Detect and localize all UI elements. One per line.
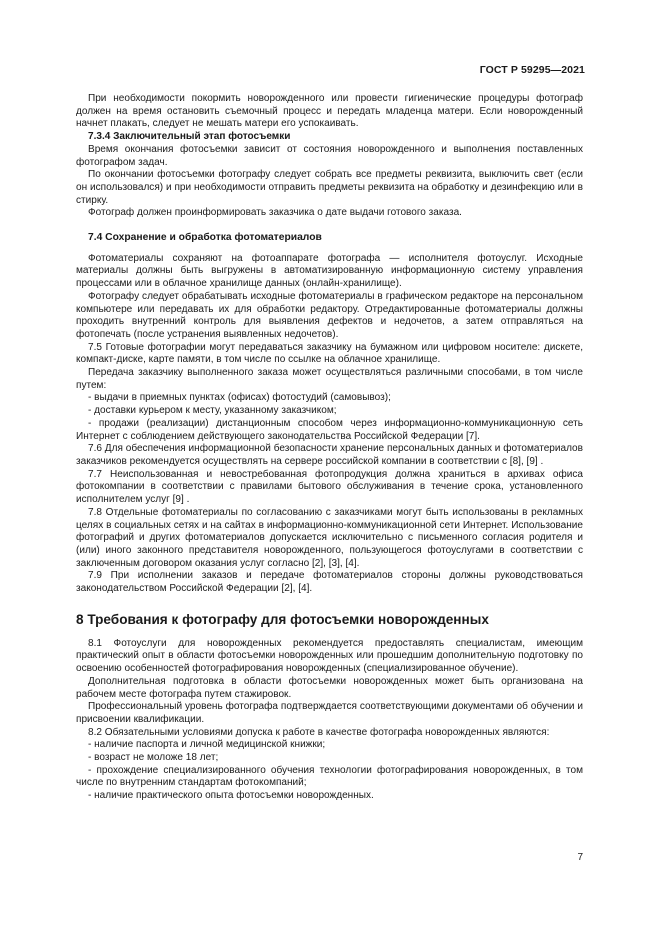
paragraph: По окончании фотосъемки фотографу следует собрать все предметы реквизита, выключить свет (если он использовался) и при необходимости отправить предметы реквизита на обработку и дезинфекцию или в стирку. — [76, 169, 583, 206]
list-item: - возраст не моложе 18 лет; — [88, 752, 219, 764]
paragraph: Профессиональный уровень фотографа подтверждается соответствующими документами об обучении и присвоении квалификации. — [76, 701, 583, 725]
paragraph: 7.8 Отдельные фотоматериалы по согласованию с заказчиками могут быть использованы в рекламных целях в социальных сетях и на сайтах в информационно-коммуникационной сети Интернет. Использование фотографий и других фотоматериалов допускается исключительно с письменного согласия родителя и (или) иного законного представителя новорожденного, пользующегося фотоуслугами в соответствии с заключенным договором оказания услуг согласно [2], [3], [4]. — [76, 506, 583, 569]
paragraph: Передача заказчику выполненного заказа может осуществляться различными способами, в том числе путем: — [76, 367, 583, 391]
standard-number: ГОСТ Р 59295—2021 — [479, 64, 585, 76]
paragraph: Время окончания фотосъемки зависит от состояния новорожденного и выполнения поставленных фотографом задач. — [76, 143, 583, 168]
subsection-heading: 7.3.4 Заключительный этап фотосъемки — [88, 131, 291, 143]
paragraph: Дополнительная подготовка в области фотосъемки новорожденных может быть организована на рабочем месте фотографа путем стажировок. — [76, 675, 583, 700]
page-number: 7 — [577, 852, 583, 863]
paragraph: При необходимости покормить новорожденного или провести гигиенические процедуры фотограф должен на время остановить съемочный процесс и передать младенца матери. Если новорожденный начнет плакать, следует не мешать матери его успокаивать. — [76, 93, 583, 130]
paragraph: Фотоматериалы сохраняют на фотоаппарате фотографа — исполнителя фотоуслуг. Исходные материалы должны быть выгружены в автоматизированную информационную систему управления процессами или в облачное хранилище данных (онлайн-хранилище). — [76, 252, 583, 290]
list-item: - доставки курьером к месту, указанному заказчиком; — [88, 405, 337, 417]
list-item: - наличие практического опыта фотосъемки новорожденных. — [88, 790, 374, 802]
paragraph: 8.2 Обязательными условиями допуска к работе в качестве фотографа новорожденных являются: — [88, 726, 550, 738]
list-item: - продажи (реализации) дистанционным способом через информационно-коммуникационную сеть Интернет с соблюдением действующего законодательства Российской Федерации [7]. — [76, 417, 583, 442]
paragraph: Фотографу следует обрабатывать исходные фотоматериалы в графическом редакторе на персональном компьютере или передавать их для обработки редактору. Отредактированные фотоматериалы должны проходить внутренний контроль для выявления дефектов и недочетов, а затем отправляться на фотопечать (после устранения выявленных недочетов). — [76, 290, 583, 340]
list-item: - наличие паспорта и личной медицинской книжки; — [88, 739, 326, 751]
list-item: - выдачи в приемных пунктах (офисах) фотостудий (самовывоз); — [88, 392, 391, 404]
paragraph: 7.5 Готовые фотографии могут передаваться заказчику на бумажном или цифровом носителе: дискете, компакт-диске, карте памяти, в том числе по ссылке на облачное хранилище. — [76, 341, 583, 366]
list-item: - прохождение специализированного обучения технологии фотографирования новорожденных, в том числе по внутренним стандартам фотокомпаний; — [76, 764, 583, 789]
paragraph: 7.6 Для обеспечения информационной безопасности хранение персональных данных и фотоматериалов заказчиков рекомендуется осуществлять на сервере российской компании в соответствии с [8], [9] . — [76, 443, 583, 467]
paragraph: 7.7 Неиспользованная и невостребованная фотопродукция должна храниться в архивах офиса фотокомпании в соответствии с правилами бытового обслуживания в течение срока, установленного исполнителем услуг [9] . — [76, 468, 583, 506]
chapter-heading: 8 Требования к фотографу для фотосъемки новорожденных — [76, 611, 489, 627]
paragraph: 8.1 Фотоуслуги для новорожденных рекомендуется предоставлять специалистам, имеющим практический опыт в области фотосъемки новорожденных или прошедшим дополнительную подготовку по освоению особенностей фотографирования новорожденных (специализированное обучение). — [76, 637, 583, 675]
document-body — [76, 93, 583, 803]
section-heading: 7.4 Сохранение и обработка фотоматериалов — [88, 232, 322, 244]
paragraph: 7.9 При исполнении заказов и передаче фотоматериалов стороны должны руководствоваться законодательством Российской Федерации [2], [4]. — [76, 570, 583, 595]
paragraph: Фотограф должен проинформировать заказчика о дате выдачи готового заказа. — [88, 207, 462, 219]
